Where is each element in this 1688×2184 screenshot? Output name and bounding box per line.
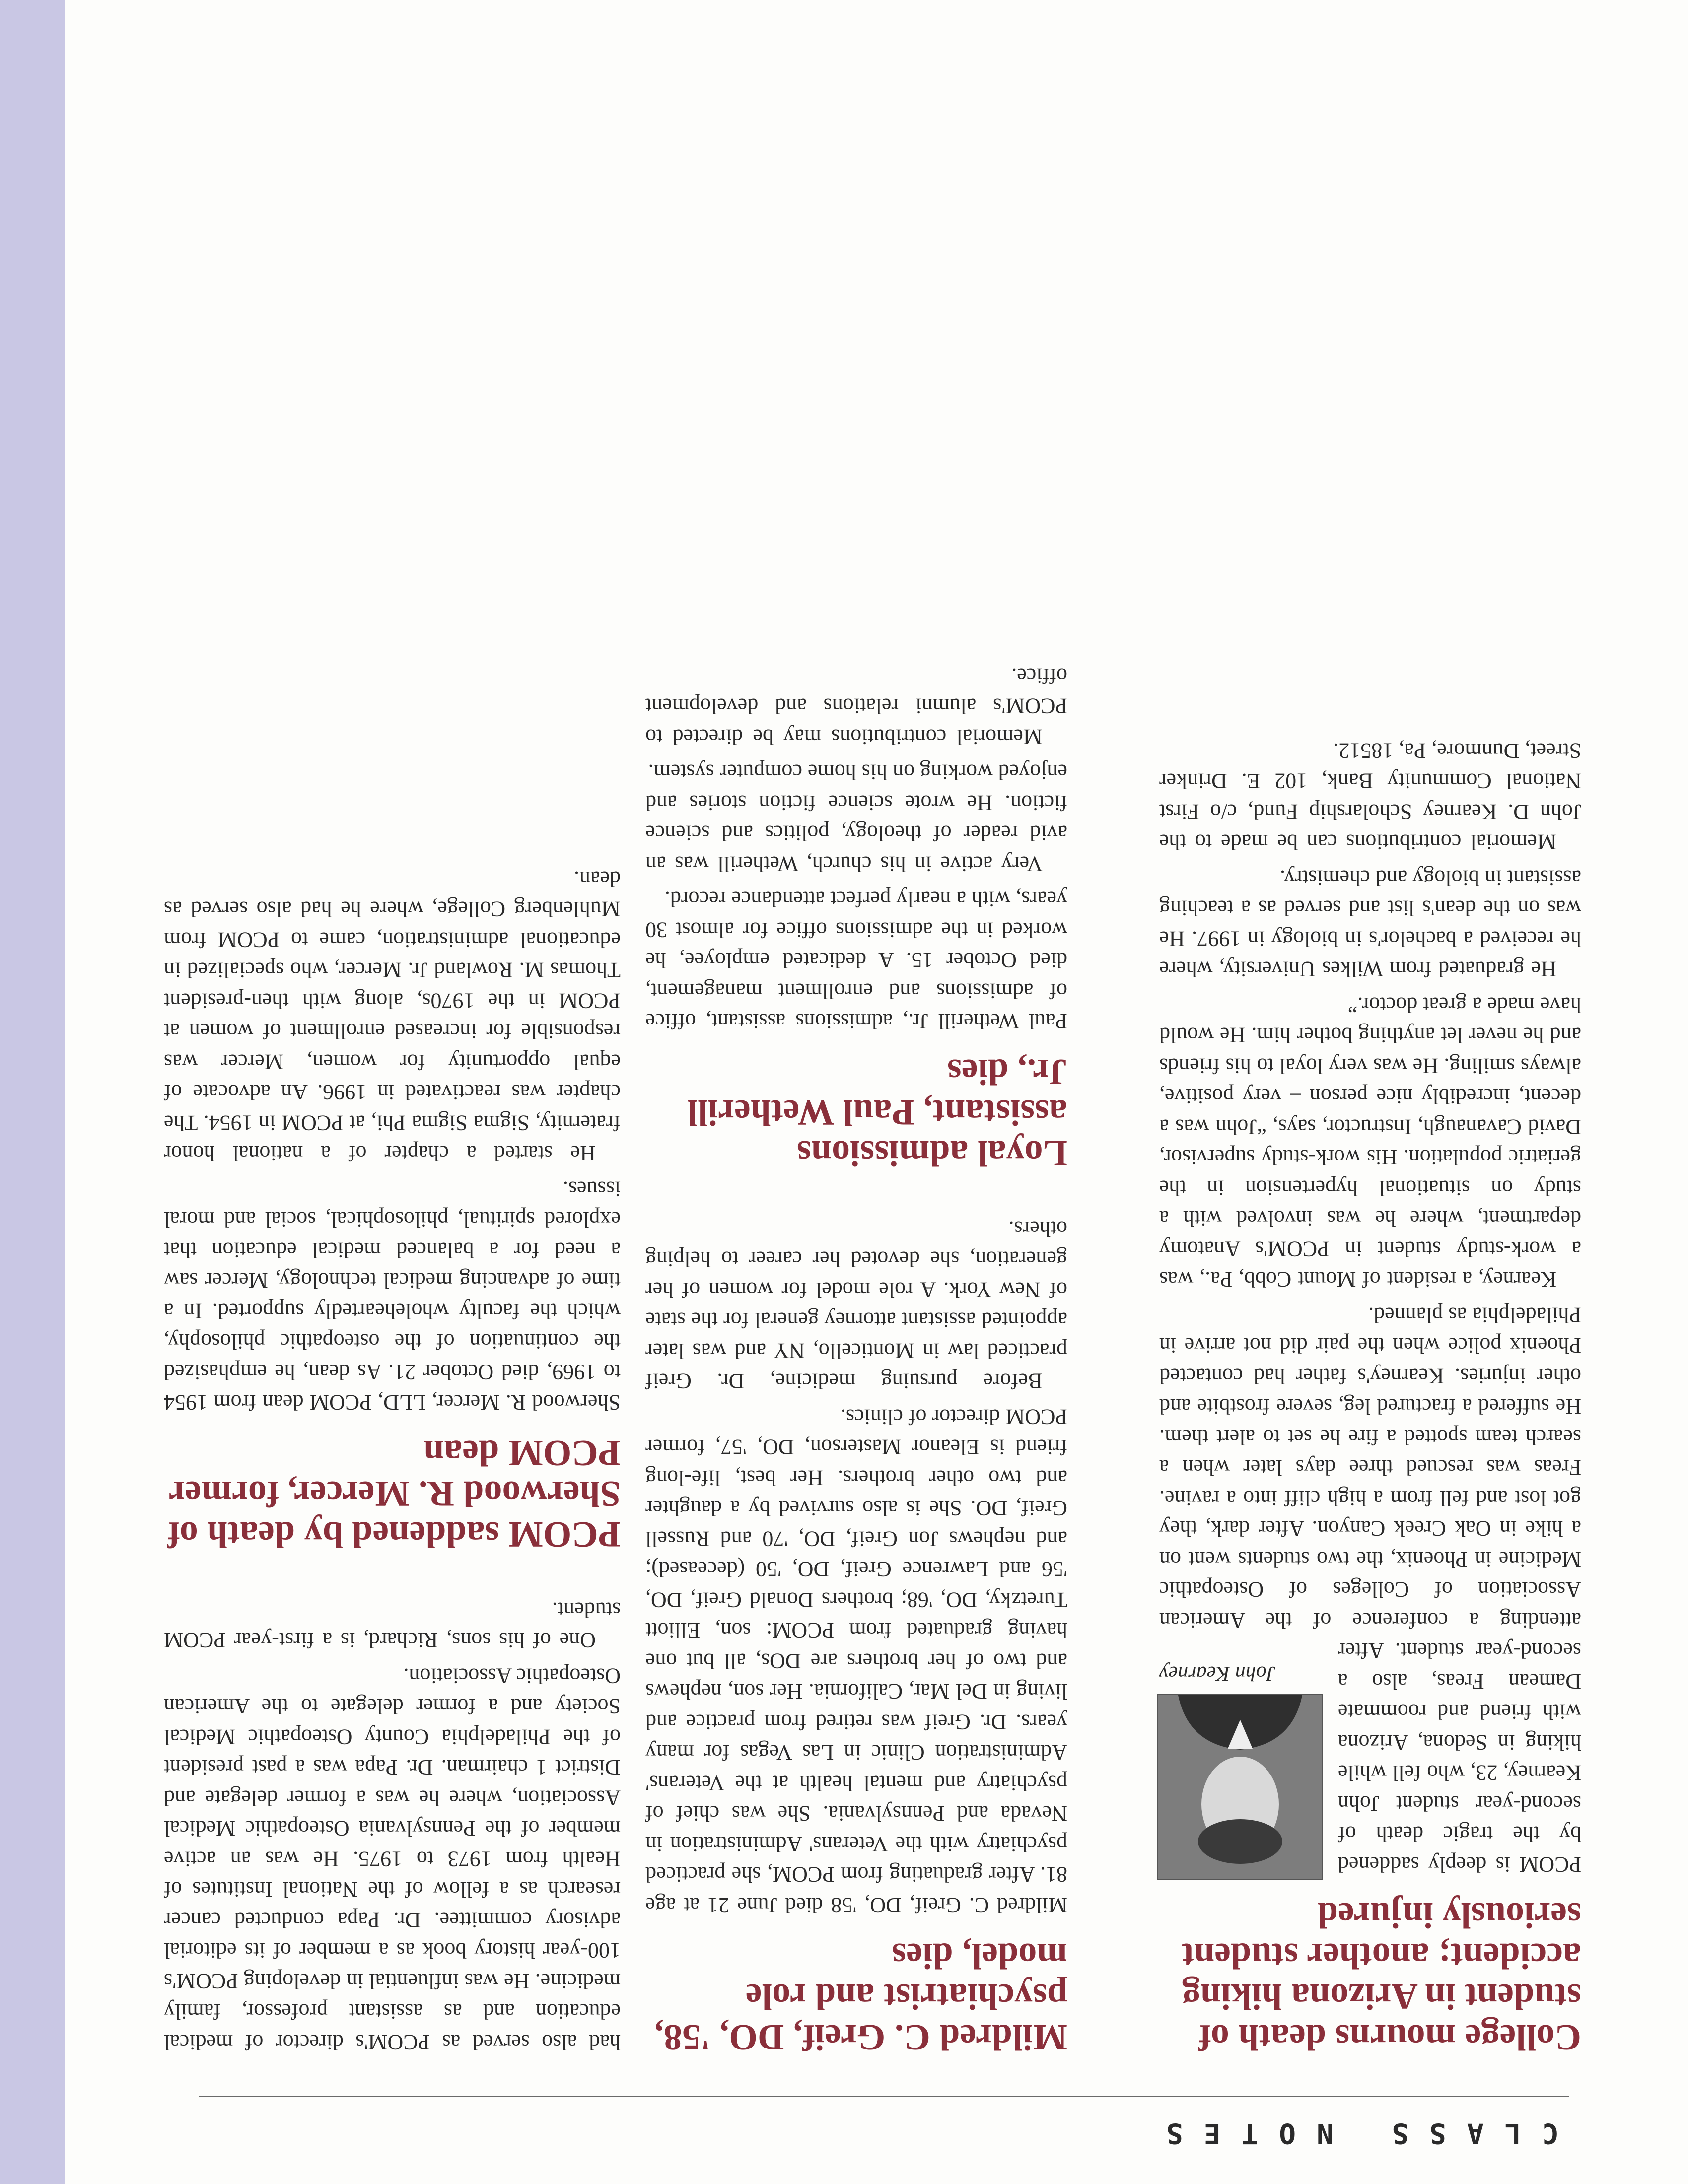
kearney-paragraph: PCOM is deeply saddened by the tragic death of second-year student John Kearney, 23, who fell while hiking in Sedona, Arizona with friend and roommate Damean Freas, also a second-year student. After attending a conference of the American Association of Colleges of Osteopathic Medicine in Phoenix, the two students went on a hike in Oak Creek Canyon. After dark, they got lost and fell from a high cliff into a ravine. Freas was rescued three days later when a search team spotted a fire he set to alert them. He suffered a fractured leg, severe frostbite and other injuries. Kearney's father had contacted Phoenix police when the pair did not arrive in Philadelphia as planned. [1159,1303,1581,1877]
greif-paragraph: Before pursuing medicine, Dr. Greif practiced law in Monticello, NY and was later appointed assistant attorney general for the state of New York. A role model for women of her generation, she devoted her career to helping others. [645,1217,1067,1394]
kearney-photo [1157,1694,1323,1880]
greif-paragraph: Mildred C. Greif, DO, '58 died June 21 at age 81. After graduating from PCOM, she practiced psychiatry with the Veterans' Administration in Nevada and Pennsylvania. She was chief of psychiatry and mental health at the Veterans' Administration Clinic in Las Vegas for many years. Dr. Greif was retired from practice and living in Del Mar, California. Her son, nephews and two of her brothers are DOs, all but one having graduated from PCOM: son, Elliott Turetzky, DO, '68; brothers Donald Greif, DO, '56 and Lawrence Greif, DO, '50 (deceased); and nephews Jon Greif, DO, '70 and Russell Greif, DO. She is also survived by a daughter and two other brothers. Her best, life-long friend is Eleanor Masterson, DO, '57, former PCOM director of clinics. [645,1405,1067,1917]
papa-paragraph: One of his sons, Richard, is a first-year PCOM student. [164,1598,621,1653]
column-kearney [1159,731,1581,2058]
header-rule [199,2096,1569,2097]
kearney-paragraph: He graduated from Wilkes University, where he received a bachelor's in biology in 1997. He was on the dean's list and served as a teaching assistant in biology and chemistry. [1159,866,1581,982]
column-greif-wetherill [645,656,1067,2058]
wetherill-paragraph: Memorial contributions may be directed to PCOM's alumni relations and development office. [645,664,1067,749]
article-spacer [645,1174,1067,1209]
kearney-photo-block [1159,1661,1323,1880]
greif-headline: Mildred C. Greif, DO, '58, psychiatrist and role model, dies [654,1935,1067,2057]
kearney-photo-caption: John Kearney [1159,1662,1276,1685]
papa-paragraph: had also served as PCOM's director of medical education and as assistant professor, family medicine. He was influential in developing PCOM's 100-year history book as a member of its editorial advisory committee. Dr. Papa conducted cancer research as a fellow of the National Institutes of Health from 1973 to 1975. He was an active member of the Pennsylvania Osteopathic Medical Association, where he was a former delegate and District 1 chairman. Dr. Papa was a past president of the Philadelphia County Osteopathic Medical Society and a former delegate to the American Osteopathic Association. [164,1664,621,2054]
kearney-paragraph: Kearney, a resident of Mount Cobb, Pa., was a work-study student in PCOM's Anatomy department, where he was involved with a study on situational hypertension in the geriatric population. His work-study supervisor, David Cavanaugh, Instructor, says, “John was a decent, incredibly nice person – very positive, always smiling. He was very loyal to his friends and he never let anything bother him. He would have made a great doctor.” [1159,993,1581,1292]
mercer-paragraph: Sherwood R. Mercer, LLD, PCOM dean from 1954 to 1969, died October 21. As dean, he emphasized the continuation of the osteopathic philosophy, which the faculty wholeheartedly supported. In a time of advancing medical technology, Mercer saw a need for a balanced medical education that explored spiritual, philosophical, social and moral issues. [164,1177,621,1415]
mercer-headline: PCOM saddened by death of Sherwood R. Mercer, former PCOM dean [167,1433,621,1555]
side-color-band [0,0,65,2184]
page-header [65,2070,1688,2184]
wetherill-paragraph: Very active in his church, Wetherill was an avid reader of theology, politics and science fiction. He wrote science fiction stories and enjoyed working on his home computer system. [645,760,1067,876]
wetherill-headline: Loyal admissions assistant, Paul Wetherill Jr., dies [687,1051,1067,1174]
column-papa-mercer [164,859,621,2058]
kearney-paragraph: Memorial contributions can be made to the John D. Kearney Scholarship Fund, c/o First National Community Bank, 102 E. Drinker Street, Dunmore, Pa, 18512. [1159,739,1581,855]
wetherill-paragraph: Paul Wetherill Jr., admissions assistant, office of admissions and enrollment management, died October 15. A dedicated employee, he worked in the admissions office for almost 30 years, with a nearly perfect attendance record. [645,887,1067,1034]
section-label: CLASS NOTES [1145,2117,1559,2149]
mercer-paragraph: He started a chapter of a national honor fraternity, Sigma Sigma Phi, at PCOM in 1954. The chapter was reactivated in 1996. An advocate of equal opportunity for women, Mercer was responsible for increased enrollment of women at PCOM in the 1970s, along with then-president Thomas M. Rowland Jr. Mercer, who specialized in educational administration, came to PCOM from Muhlenberg College, where he had also served as dean. [164,867,621,1166]
kearney-headline: College mourns death of student in Arizona hiking accident; another student seriously injured [1182,1895,1581,2057]
portrait-icon [1158,1695,1322,1879]
article-spacer [164,1555,621,1590]
